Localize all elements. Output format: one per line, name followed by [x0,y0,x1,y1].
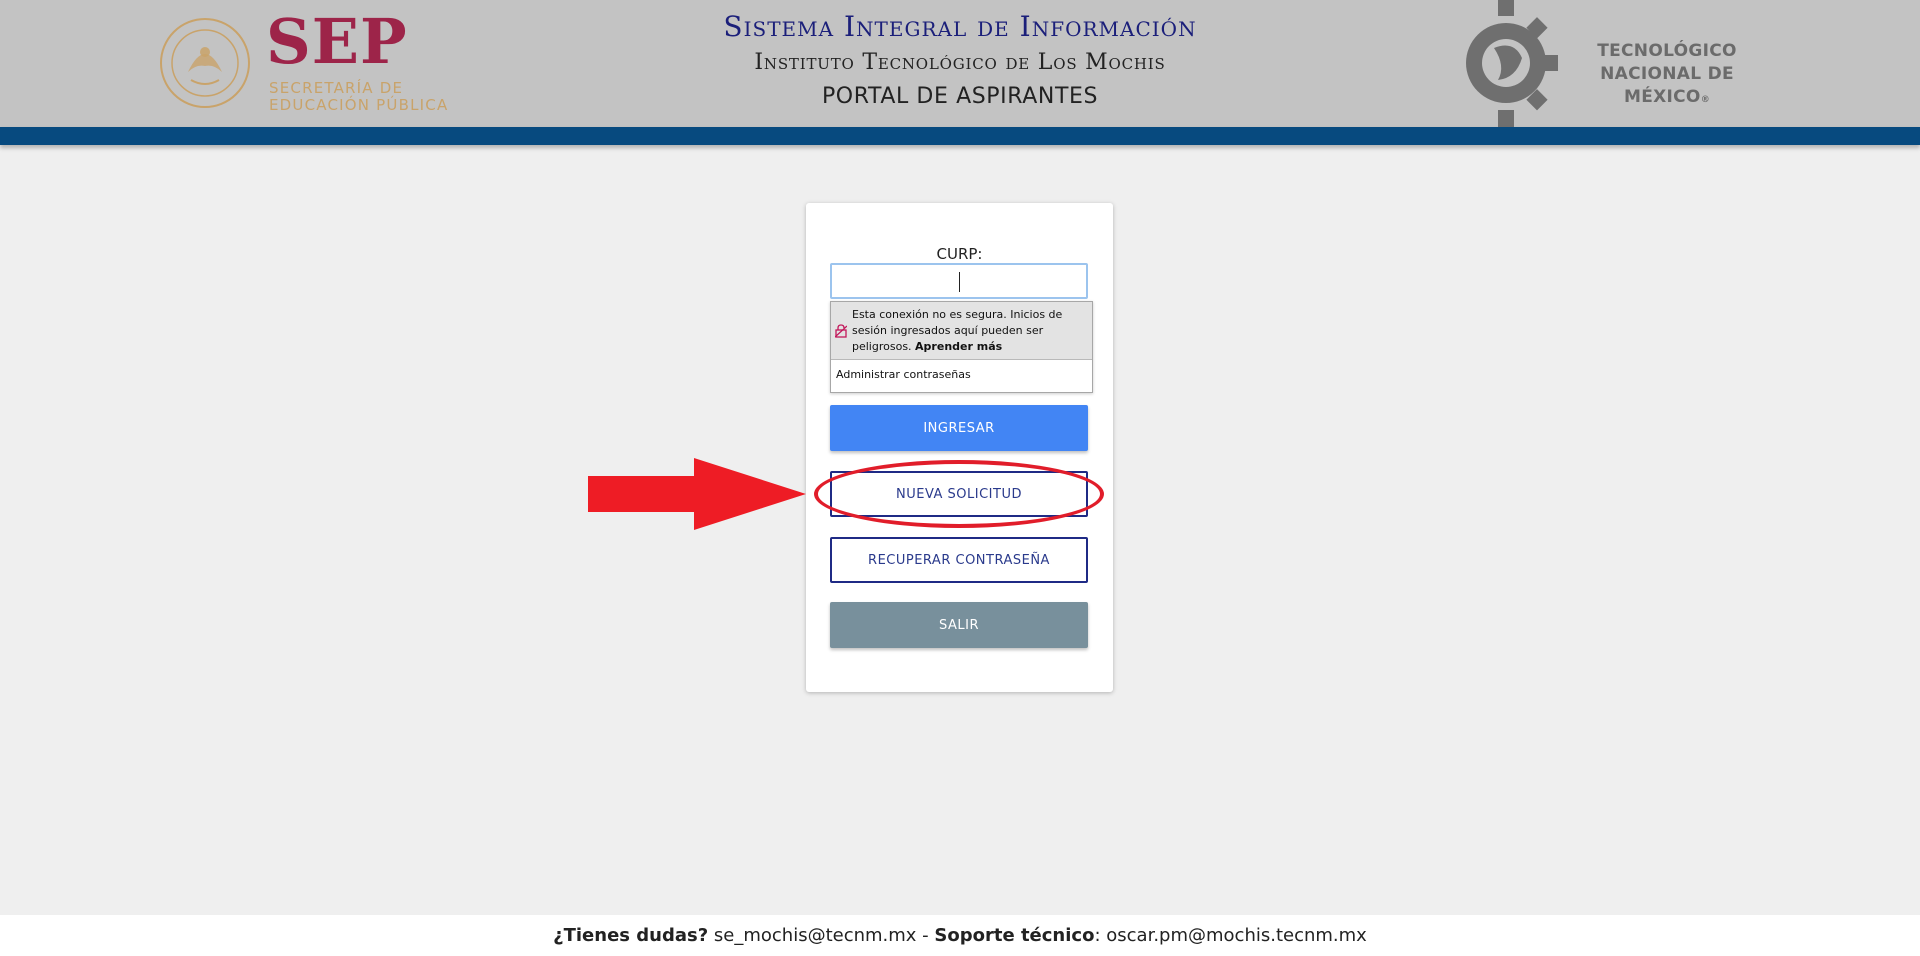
salir-button[interactable]: SALIR [830,602,1088,648]
ingresar-button[interactable]: INGRESAR [830,405,1088,451]
institute-name: Instituto Tecnológico de Los Mochis [754,50,1166,75]
page-header [0,0,1920,127]
text-caret [959,272,960,292]
portal-name: PORTAL DE ASPIRANTES [821,84,1099,109]
sep-logo-text: SEP [266,5,408,78]
warning-text: Esta conexión no es segura. Inicios de sesión ingresados aquí pueden ser peligrosos. Aprender más [852,308,1063,353]
autofill-dropdown [830,301,1093,393]
footer-question-email[interactable]: se_mochis@tecnm.mx [713,925,917,946]
curp-label: CURP: [936,245,983,263]
header-titles [560,8,1360,114]
page-footer: ¿Tienes dudas? se_mochis@tecnm.mx - Soporte técnico : oscar.pm@mochis.tecnm.mx [0,915,1920,956]
footer-support-label: Soporte técnico [934,925,1095,946]
system-title: Sistema Integral de Información [723,10,1197,43]
header-color-band [0,127,1920,145]
tecnm-name: TECNOLÓGICO NACIONAL DE MÉXICO® [1597,41,1737,107]
footer-question: ¿Tienes dudas? [553,925,709,946]
footer-support-email[interactable]: oscar.pm@mochis.tecnm.mx [1106,925,1367,946]
annotation-highlight-ellipse [814,460,1104,528]
footer-separator: - [916,925,935,946]
insecure-connection-warning [831,302,1092,360]
sep-subtitle: SECRETARÍA DE EDUCACIÓN PÚBLICA [269,79,449,114]
mexico-coat-of-arms-icon [158,16,252,110]
annotation-arrow-icon [588,458,808,530]
insecure-lock-icon [835,324,847,338]
learn-more-link[interactable]: Aprender más [915,340,1003,353]
nueva-solicitud-button[interactable]: NUEVA SOLICITUD [830,471,1088,517]
manage-passwords-item[interactable]: Administrar contraseñas [836,368,971,381]
login-card [806,203,1113,692]
recuperar-contrasena-button[interactable]: RECUPERAR CONTRASEÑA [830,537,1088,583]
tecnm-gear-logo-icon [1466,0,1558,127]
